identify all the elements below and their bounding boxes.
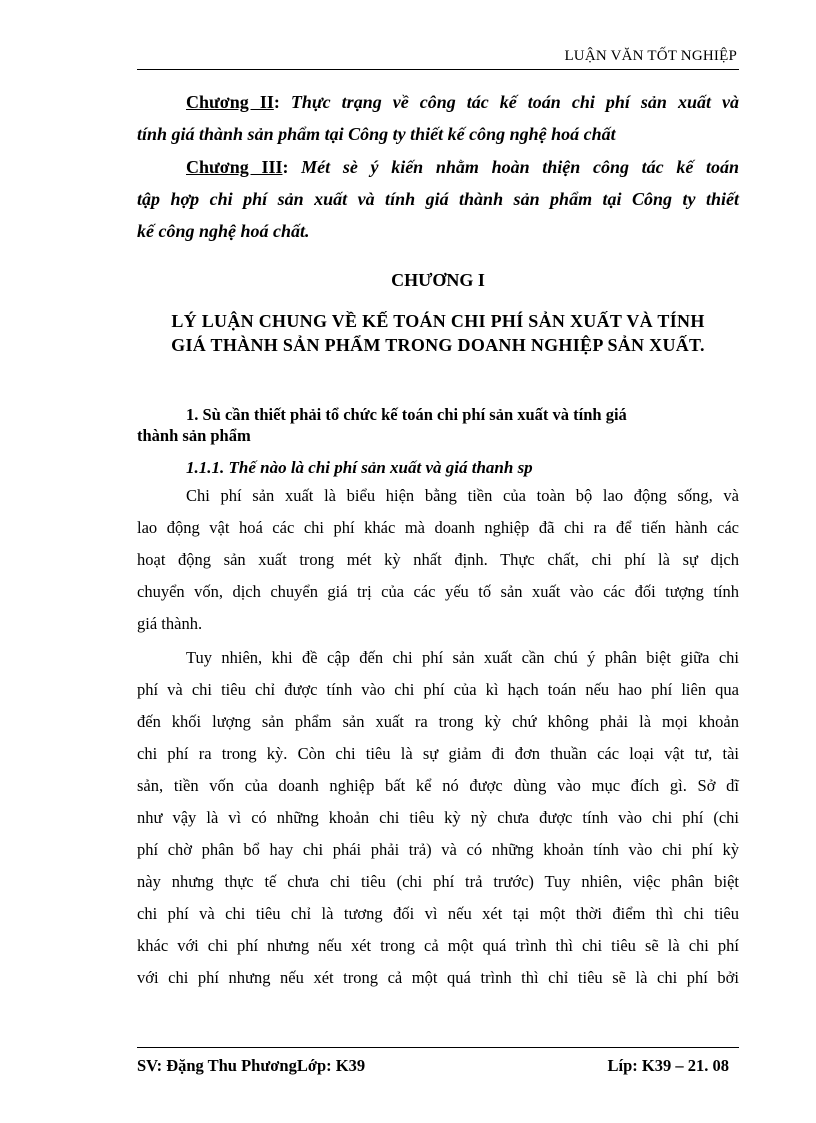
paragraph-line: hoạt động sản xuất trong mét kỳ nhất định. Thực chất, chi phí là sự dịch bbox=[137, 550, 739, 569]
chapter-2-text-1: Thực trạng về công tác kế toán chi phí sản xuất và bbox=[290, 92, 740, 112]
chapter-3-label: Chương III bbox=[186, 157, 283, 177]
paragraph-line: phí và chi tiêu chỉ được tính vào chi phí của kì hạch toán nếu hao phí liên qua bbox=[137, 680, 739, 699]
paragraph-line: chuyển vốn, dịch chuyển giá trị của các yếu tố sản xuất vào các đối tượng tính bbox=[137, 582, 739, 601]
section-heading-line-2: thành sản phẩm bbox=[137, 426, 251, 445]
section-heading-line-1: 1. Sù cần thiết phải tổ chức kế toán chi phí sản xuất và tính giá bbox=[186, 405, 627, 424]
chapter-subtitle-line-1: LÝ LUẬN CHUNG VỀ KẾ TOÁN CHI PHÍ SẢN XUẤT VÀ TÍNH bbox=[171, 311, 705, 331]
paragraph-line: với chi phí nhưng nếu xét trong cả một quá trình thì chỉ tiêu sẽ là chi phí bởi bbox=[137, 968, 739, 987]
paragraph-line: lao động vật hoá các chi phí khác mà doanh nghiệp đã chi ra để tiến hành các bbox=[137, 518, 739, 537]
footer-class: Líp: K39 – 21. 08 bbox=[607, 1056, 729, 1075]
chapter-subtitle-line-2: GIÁ THÀNH SẢN PHẨM TRONG DOANH NGHIỆP SẢN XUẤT. bbox=[171, 335, 705, 355]
paragraph-line: Tuy nhiên, khi đề cập đến chi phí sản xuất cần chú ý phân biệt giữa chi bbox=[186, 648, 739, 667]
page-header: LUẬN VĂN TỐT NGHIỆP bbox=[564, 48, 737, 64]
paragraph-line: như vậy là vì có những khoản chi tiêu kỳ nỳ chưa được tính vào chi phí (chi bbox=[137, 808, 739, 827]
header-divider bbox=[137, 69, 739, 70]
paragraph-1 bbox=[137, 480, 739, 640]
chapter-3-line-2: tập hợp chi phí sản xuất và tính giá thành sản phẩm tại Công ty thiết bbox=[137, 189, 739, 209]
chapter-3-line-3: kế công nghệ hoá chất. bbox=[137, 221, 310, 241]
subsection-heading: 1.1.1. Thế nào là chi phí sản xuất và giá thanh sp bbox=[186, 458, 533, 477]
chapter-2-line-1 bbox=[137, 86, 739, 118]
paragraph-line: phí chờ phân bổ hay chi phái phải trả) và có những khoản tính vào chi phí kỳ bbox=[137, 840, 739, 859]
paragraph-line: này nhưng thực tế chưa chi tiêu (chi phí trả trước) Tuy nhiên, việc phân biệt bbox=[137, 872, 739, 891]
section-heading bbox=[137, 404, 739, 446]
paragraph-line: giá thành. bbox=[137, 614, 203, 633]
chapter-3-summary bbox=[137, 151, 739, 247]
footer-student: SV: Đặng Thu PhươngLớp: K39 bbox=[137, 1056, 366, 1075]
paragraph-line: chi phí ra trong kỳ. Còn chi tiêu là sự giảm đi đơn thuần các loại vật tư, tài bbox=[137, 744, 739, 763]
chapter-2-summary bbox=[137, 86, 739, 150]
footer-divider bbox=[137, 1047, 739, 1048]
chapter-2-sep: : bbox=[273, 92, 280, 112]
chapter-2-line-2: tính giá thành sản phẩm tại Công ty thiết kế công nghệ hoá chất bbox=[137, 124, 616, 144]
paragraph-line: Chi phí sản xuất là biểu hiện bằng tiền của toàn bộ lao động sống, và bbox=[186, 486, 739, 505]
paragraph-line: sản, tiền vốn của doanh nghiệp bất kể nó được dùng vào mục đích gì. Sở dĩ bbox=[137, 776, 739, 795]
chapter-2-label: Chương II bbox=[186, 92, 274, 112]
paragraph-line: đến khối lượng sản phẩm sản xuất ra trong kỳ chứ không phải là mọi khoản bbox=[137, 712, 739, 731]
chapter-title: CHƯƠNG I bbox=[391, 270, 485, 290]
chapter-3-text-1: Mét sè ý kiến nhằm hoàn thiện công tác kế toán bbox=[301, 157, 739, 177]
chapter-3-sep: : bbox=[282, 157, 289, 177]
chapter-3-line-1 bbox=[137, 151, 739, 183]
paragraph-2 bbox=[137, 642, 739, 994]
paragraph-line: khác với chi phí nhưng nếu xét trong cả một quá trình thì chi tiêu sẽ là chi phí bbox=[137, 936, 739, 955]
paragraph-line: chi phí và chi tiêu chỉ là tương đối vì nếu xét tại một thời điểm thì chi tiêu bbox=[137, 904, 739, 923]
chapter-subtitle bbox=[137, 309, 739, 357]
